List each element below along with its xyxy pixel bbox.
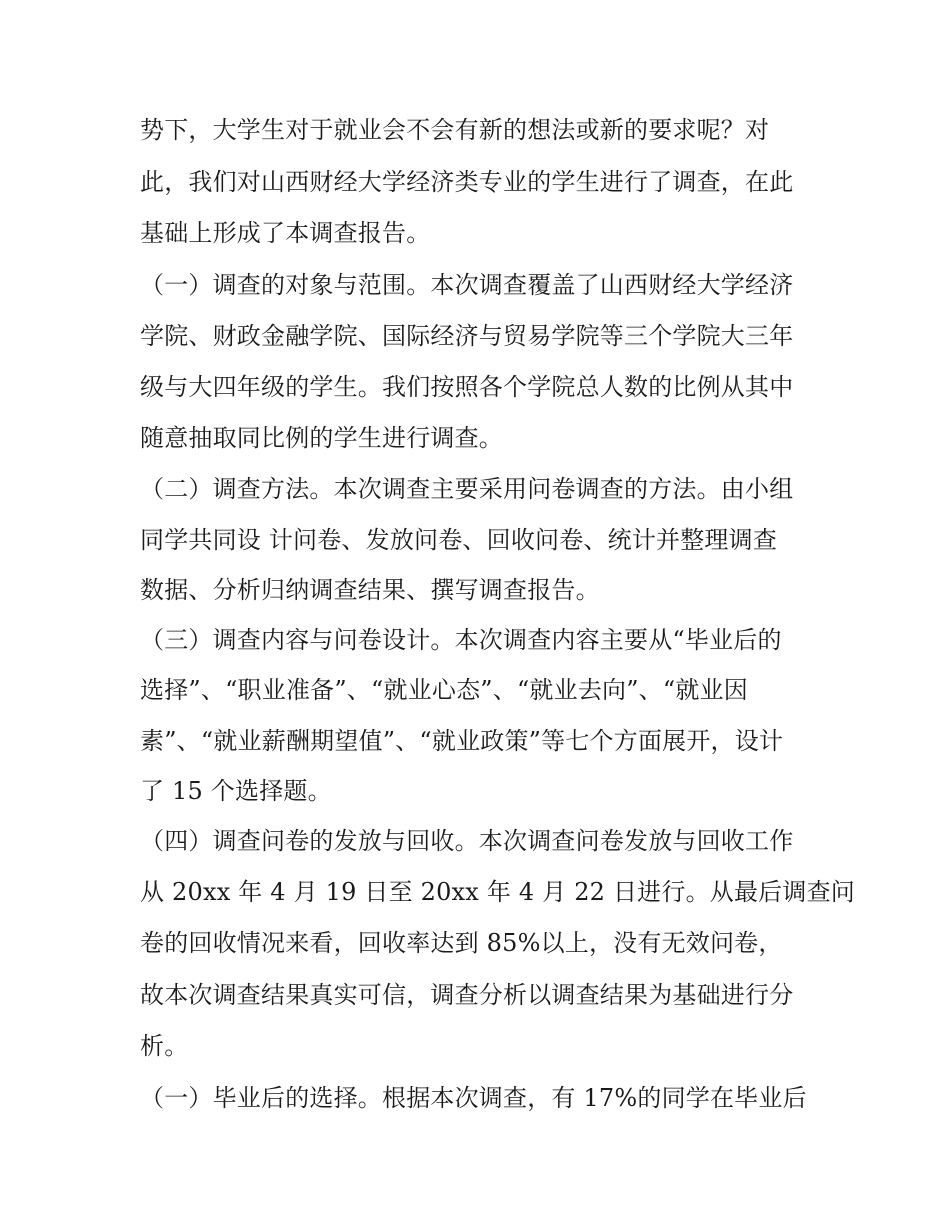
text-line: （一）调查的对象与范围。本次调查覆盖了山西财经大学经济 xyxy=(140,271,794,299)
text-line: 析。 xyxy=(140,1032,189,1060)
text-line: （二）调查方法。本次调查主要采用问卷调查的方法。由小组 xyxy=(140,475,794,503)
text-line: 故本次调查结果真实可信，调查分析以调查结果为基础进行分 xyxy=(140,981,794,1009)
text-line: 从 20xx 年 4 月 19 日至 20xx 年 4 月 22 日进行。从最后调查问 xyxy=(140,878,855,906)
text-line: 此，我们对山西财经大学经济类专业的学生进行了调查，在此 xyxy=(140,168,794,196)
text-line: 同学共同设 计问卷、发放问卷、回收问卷、统计并整理调查 xyxy=(140,526,778,554)
text-line: 学院、财政金融学院、国际经济与贸易学院等三个学院大三年 xyxy=(140,322,794,350)
text-line: 选择”、“职业准备”、“就业心态”、“就业去向”、“就业因 xyxy=(140,676,748,704)
text-line: 基础上形成了本调查报告。 xyxy=(140,219,431,247)
text-line: 数据、分析归纳调查结果、撰写调查报告。 xyxy=(140,576,600,604)
text-line: 卷的回收情况来看，回收率达到 85%以上，没有无效问卷， xyxy=(140,929,783,957)
text-line: （三）调查内容与问卷设计。本次调查内容主要从“毕业后的 xyxy=(140,626,782,654)
text-line: （四）调查问卷的发放与回收。本次调查问卷发放与回收工作 xyxy=(140,827,794,855)
text-line: 势下，大学生对于就业会不会有新的想法或新的要求呢？对 xyxy=(140,116,770,144)
text-line: （一）毕业后的选择。根据本次调查，有 17%的同学在毕业后 xyxy=(140,1084,807,1112)
text-line: 了 15 个选择题。 xyxy=(140,777,332,805)
text-line: 随意抽取同比例的学生进行调查。 xyxy=(140,424,503,452)
text-line: 级与大四年级的学生。我们按照各个学院总人数的比例从其中 xyxy=(140,373,794,401)
text-line: 素”、“就业薪酬期望值”、“就业政策”等七个方面展开，设计 xyxy=(140,727,784,755)
